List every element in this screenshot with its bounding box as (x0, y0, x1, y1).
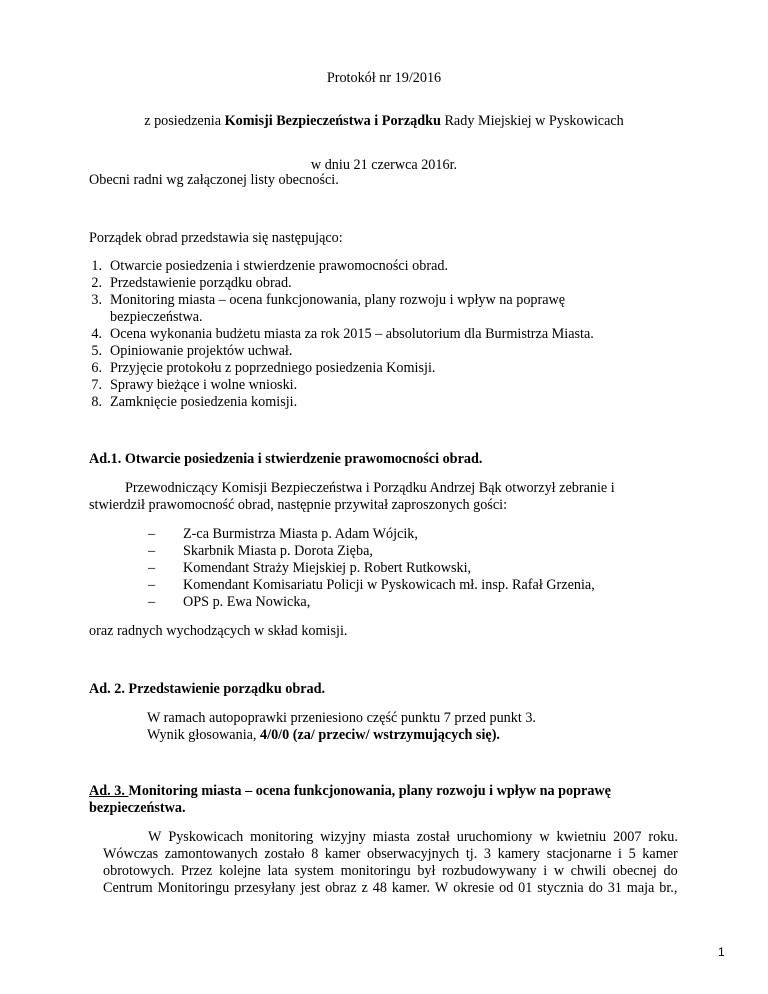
list-dash: – (148, 543, 156, 559)
agenda-item: Przyjęcie protokołu z poprzedniego posiedzenia Komisji. (110, 360, 436, 376)
section-heading-label: Ad. 3. (89, 783, 129, 799)
agenda-item: Zamknięcie posiedzenia komisji. (110, 394, 298, 410)
agenda-number: 5. (91, 343, 102, 359)
committee-name: Komisji Bezpieczeństwa i Porządku (224, 113, 441, 129)
list-dash: – (148, 526, 156, 542)
vote-result: 4/0/0 (za/ przeciw/ wstrzymujących się). (260, 727, 500, 743)
list-dash: – (148, 560, 156, 576)
ad3-paragraph-line: Wówczas zamontowanych zostało 8 kamer obserwacyjnych tj. 3 kamery stacjonarne i 5 kamer (103, 846, 678, 862)
ad2-vote-line (147, 727, 500, 744)
ad1-paragraph-line: Przewodniczący Komisji Bezpieczeństwa i Porządku Andrzej Bąk otworzył zebranie i (125, 480, 615, 496)
ad3-paragraph-line: W Pyskowicach monitoring wizyjny miasta został uruchomiony w kwietniu 2007 roku. (148, 829, 678, 845)
meeting-date: w dniu 21 czerwca 2016r. (310, 157, 458, 173)
agenda-number: 3. (91, 292, 102, 308)
subtitle-prefix: z posiedzenia (144, 113, 225, 129)
list-dash: – (148, 577, 156, 593)
section-heading-text: Ad. 2. Przedstawienie porządku obrad. (89, 681, 326, 697)
guest-item: Skarbnik Miasta p. Dorota Zięba, (183, 543, 373, 559)
document-title: Protokół nr 19/2016 (326, 70, 442, 86)
ad1-closing: oraz radnych wychodzących w skład komisji. (89, 623, 348, 639)
section-heading-ad3-cont (89, 800, 186, 817)
agenda-item: Ocena wykonania budżetu miasta za rok 2015 – absolutorium dla Burmistrza Miasta. (110, 326, 594, 342)
section-heading-text: bezpieczeństwa. (89, 800, 186, 816)
guest-item: Komendant Komisariatu Policji w Pyskowicach mł. insp. Rafał Grzenia, (183, 577, 595, 593)
ad1-paragraph-line: stwierdził prawomocność obrad, następnie przywitał zaproszonych gości: (89, 497, 508, 513)
section-heading-ad1 (89, 451, 482, 468)
agenda-number: 4. (91, 326, 102, 342)
section-heading-ad2 (89, 681, 325, 698)
agenda-number: 2. (91, 275, 102, 291)
agenda-number: 7. (91, 377, 102, 393)
agenda-item: Sprawy bieżące i wolne wnioski. (110, 377, 298, 393)
agenda-number: 8. (91, 394, 102, 410)
ad3-paragraph-line: obrotowych. Przez kolejne lata system monitoringu był rozbudowywany i w chwili obecnej do (103, 863, 678, 879)
agenda-item: Przedstawienie porządku obrad. (110, 275, 292, 291)
agenda-intro: Porządek obrad przedstawia się następująco: (89, 230, 343, 246)
agenda-item-continuation: bezpieczeństwa. (110, 309, 203, 325)
subtitle-suffix: Rady Miejskiej w Pyskowicach (440, 113, 624, 129)
section-heading-text: Monitoring miasta – ocena funkcjonowania, plany rozwoju i wpływ na poprawę (128, 783, 611, 799)
guest-item: Komendant Straży Miejskiej p. Robert Rutkowski, (183, 560, 472, 576)
agenda-number: 6. (91, 360, 102, 376)
list-dash: – (148, 594, 156, 610)
document-subtitle (0, 113, 768, 130)
guest-item: Z-ca Burmistrza Miasta p. Adam Wójcik, (183, 526, 418, 542)
agenda-item: Opiniowanie projektów uchwał. (110, 343, 293, 359)
ad3-paragraph-line: Centrum Monitoringu przesyłany jest obraz z 48 kamer. W okresie od 01 stycznia do 31 maja br., (103, 880, 678, 896)
agenda-number: 1. (91, 258, 102, 274)
agenda-item: Monitoring miasta – ocena funkcjonowania, plany rozwoju i wpływ na poprawę (110, 292, 566, 308)
vote-label: Wynik głosowania, (147, 727, 261, 743)
page-number: 1 (718, 945, 725, 959)
ad2-line: W ramach autopoprawki przeniesiono część punktu 7 przed punkt 3. (147, 710, 536, 726)
section-heading-text: Ad.1. Otwarcie posiedzenia i stwierdzenie prawomocności obrad. (89, 451, 483, 467)
agenda-item: Otwarcie posiedzenia i stwierdzenie prawomocności obrad. (110, 258, 449, 274)
section-heading-ad3 (89, 783, 611, 800)
guest-item: OPS p. Ewa Nowicka, (183, 594, 311, 610)
attendance-note: Obecni radni wg załączonej listy obecności. (89, 172, 339, 188)
